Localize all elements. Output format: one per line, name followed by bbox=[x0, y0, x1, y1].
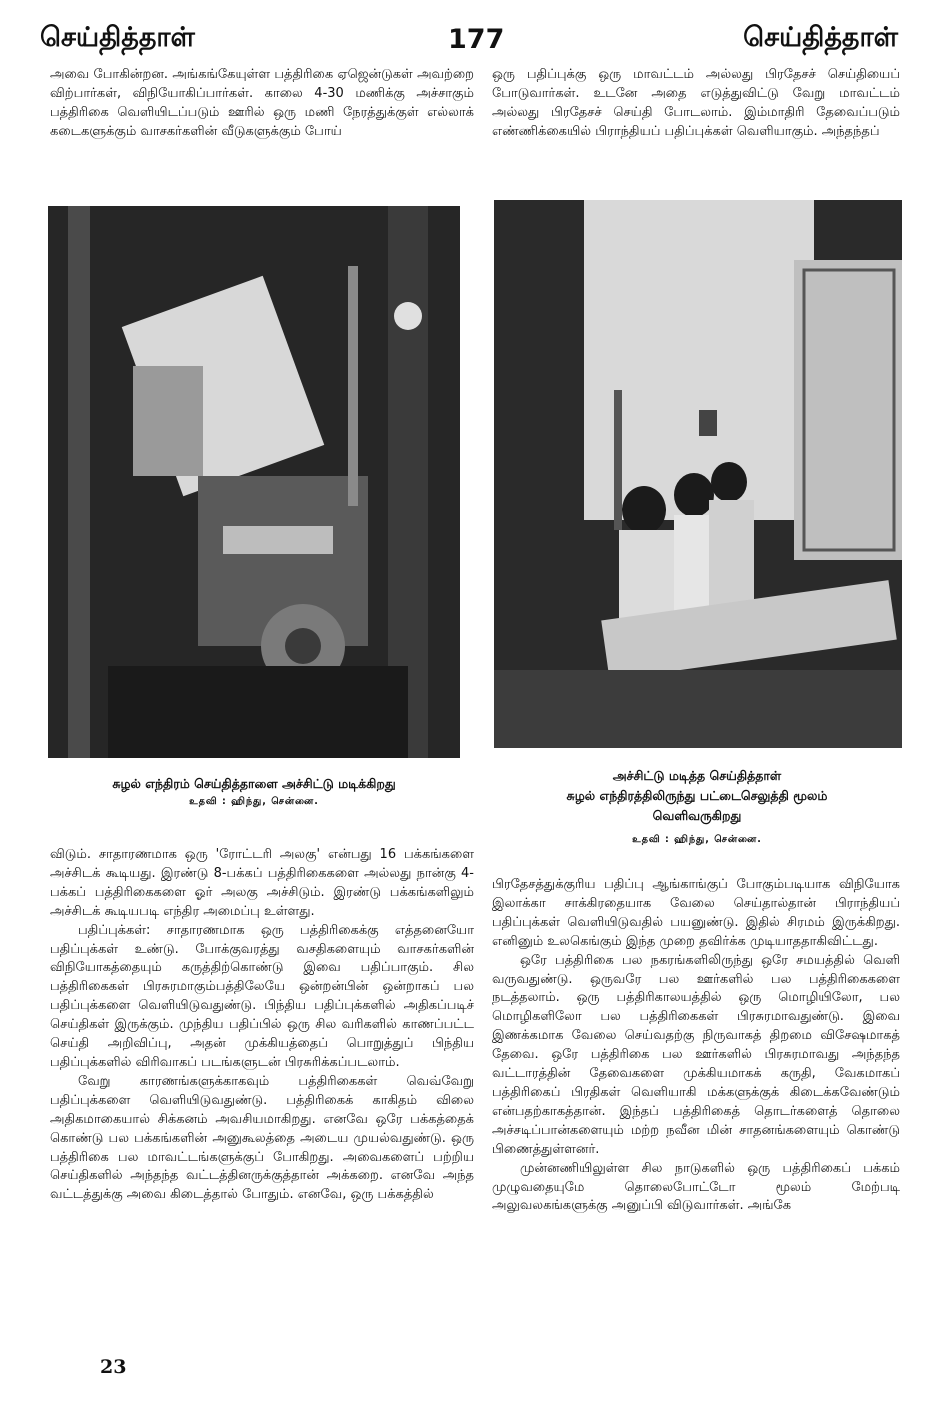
paragraph: முன்னணியிலுள்ள சில நாடுகளில் ஒரு பத்திரிகைப் பக்கம் முழுவதையுமே தொலைபோட்டோ மூலம் மேற்படி அலுவலகங்களுக்கு அனுப்பி விடுவார்கள். அங்கே bbox=[492, 1160, 900, 1214]
paragraph: பதிப்புக்கள்: சாதாரணமாக ஒரு பத்திரிகைக்கு எத்தனையோ பதிப்புக்கள் உண்டு. போக்குவரத்து வசதிகளையும் வாசகர்களின் விநியோகத்தையும் கருத்திற்கொண்டு இவை பதிப்பாகும். சில பத்திரிகைகள் பிரசுரமாகும்பத்திலேயே ஒன்றன்பின் ஒன்றாகப் பல பதிப்புக்களை வெளியிடுவதுண்டு. பிந்திய பதிப்புக்களில் அதிகப்படிச் செய்திகள் இருக்கும். முந்திய பதிப்பில் ஒரு சில வரிகளில் காணப்பட்ட செய்தி அறிவிப்பு, அதன் முக்கியத்தைப் பொறுத்துப் பிந்திய பதிப்புக்களில் விரிவாகப் படங்களுடன் பிரசுரிக்கப்படலாம். bbox=[50, 922, 474, 1070]
left-photo-caption bbox=[48, 774, 460, 810]
caption-text: சுழல் எந்திரம் செய்தித்தாளை அச்சிட்டு மடிக்கிறது bbox=[112, 776, 396, 791]
paragraph: வேறு காரணங்களுக்காகவும் பத்திரிகைகள் வெவ்வேறு பதிப்புக்களை வெளியிடுவதுண்டு. பத்திரிகைக் காகிதம் விலை அதிகமாகையால் சிக்கனம் அவசியமாகிறது. எனவே ஒரே பக்கத்தைக் கொண்டு பல பக்கங்களின் அனுகூலத்தை அடைய முயல்வதுண்டு. ஒரு பத்திரிகை பல மாவட்டங்களுக்குப் போகிறது. அவைகளைப் பற்றிய செய்திகளில் அந்தந்த வட்டத்தினருக்குத்தான் அக்கறை. எனவே அந்த வட்டத்துக்கு அவை கிடைத்தால் போதும். எனவே, ஒரு பக்கத்தில் bbox=[50, 1073, 474, 1203]
paragraph: அவை போகின்றன. அங்கங்கேயுள்ள பத்திரிகை ஏஜென்டுகள் அவற்றை விற்பார்கள், விநியோகிப்பார்கள். காலை 4-30 மணிக்கு அச்சாகும் பத்திரிகை வெளியிடப்படும் ஊரில் ஒரு மணி நேரத்துக்குள் எல்லாக் கடைகளுக்கும் வாசகர்களின் வீடுகளுக்கும் போய் bbox=[50, 67, 474, 139]
folded-newspaper-conveyor-photo bbox=[494, 200, 902, 748]
caption-line: சுழல் எந்திரத்திலிருந்து பட்டைசெலுத்தி மூலம் bbox=[566, 788, 828, 803]
right-column-bottom-text bbox=[492, 876, 900, 1216]
right-column-top-text bbox=[492, 66, 900, 142]
photo-credit: உதவி : ஹிந்து, சென்னை. bbox=[632, 834, 762, 845]
footer-page-number: 23 bbox=[100, 1356, 127, 1378]
paragraph: பிரதேசத்துக்குரிய பதிப்பு ஆங்காங்குப் போகும்படியாக விநியோக இலாக்கா சாக்கிரதையாக வேலை செய்தால்தான் பிராந்தியப் பதிப்புக்கள் வெளியிடுவதில் பயனுண்டு. இதில் சிரமம் இருக்கிறது. எனினும் உலகெங்கும் இந்த முறை தவிர்க்க முடியாததாகிவிட்டது. bbox=[492, 877, 900, 949]
caption-line: அச்சிட்டு மடித்த செய்தித்தாள் bbox=[612, 768, 782, 783]
running-header-right: செய்தித்தாள் bbox=[743, 22, 898, 53]
paragraph: ஒரே பத்திரிகை பல நகரங்களிலிருந்து ஒரே சமயத்தில் வெளி வருவதுண்டு. ஒருவரே பல ஊர்களில் பல பத்திரிகைகளை நடத்தலாம். ஒரு பத்திரிகாலயத்தில் ஒரு மொழியிலோ, பல மொழிகளிலோ பல பத்திரிகைகள் பிரசுரமாவதுண்டு. இவை இணக்கமாக வேலை செய்வதற்கு நிருவாகத் திறமை விசேஷமாகத் தேவை. ஒரே பத்திரிகை பல ஊர்களில் பிரசுரமாவது அந்தந்த வட்டாரத்தின் தேவைகளை முக்கியமாகக் கருதி, வேகமாகப் பத்திரிகைப் பிரதிகள் வெளியாகி மக்களுக்குக் கிடைக்கவேண்டும் என்பதற்காகத்தான். இந்தப் பத்திரிகைத் தொடர்களைத் தொலை அச்சடிப்பான்களையும் மற்ற நவீன மின் சாதனங்களையும் கொண்டு பிணைத்துள்ளனர். bbox=[492, 952, 900, 1157]
left-column-top-text bbox=[50, 66, 474, 142]
running-header-left: செய்தித்தாள் bbox=[40, 22, 195, 53]
paragraph: விடும். சாதாரணமாக ஒரு 'ரோட்டரி அலகு' என்பது 16 பக்கங்களை அச்சிடக் கூடியது. இரண்டு 8-பக்கப் பத்திரிகைகளை அல்லது நான்கு 4-பக்கப் பத்திரிகைகளை ஓர் அலகு அச்சிடும். இரண்டு பக்கங்களிலும் அச்சிடக் கூடியபடி எந்திர அமைப்பு உள்ளது. bbox=[50, 847, 474, 919]
photo-credit: உதவி : ஹிந்து, சென்னை. bbox=[189, 796, 319, 807]
left-column-bottom-text bbox=[50, 846, 474, 1205]
page-number-header: 177 bbox=[448, 24, 505, 55]
rotary-press-photo bbox=[48, 206, 460, 758]
paragraph: ஒரு பதிப்புக்கு ஒரு மாவட்டம் அல்லது பிரதேசச் செய்தியைப் போடுவார்கள். உடனே அதை எடுத்துவிட்டு வேறு மாவட்டம் அல்லது பிரதேசச் செய்தி போடலாம். இம்மாதிரி தேவைப்படும் எண்ணிக்கையில் பிராந்தியப் பதிப்புக்கள் வெளியாகும். அந்தந்தப் bbox=[492, 67, 900, 139]
right-photo-caption bbox=[492, 766, 902, 848]
caption-line: வெளிவருகிறது bbox=[652, 808, 742, 823]
